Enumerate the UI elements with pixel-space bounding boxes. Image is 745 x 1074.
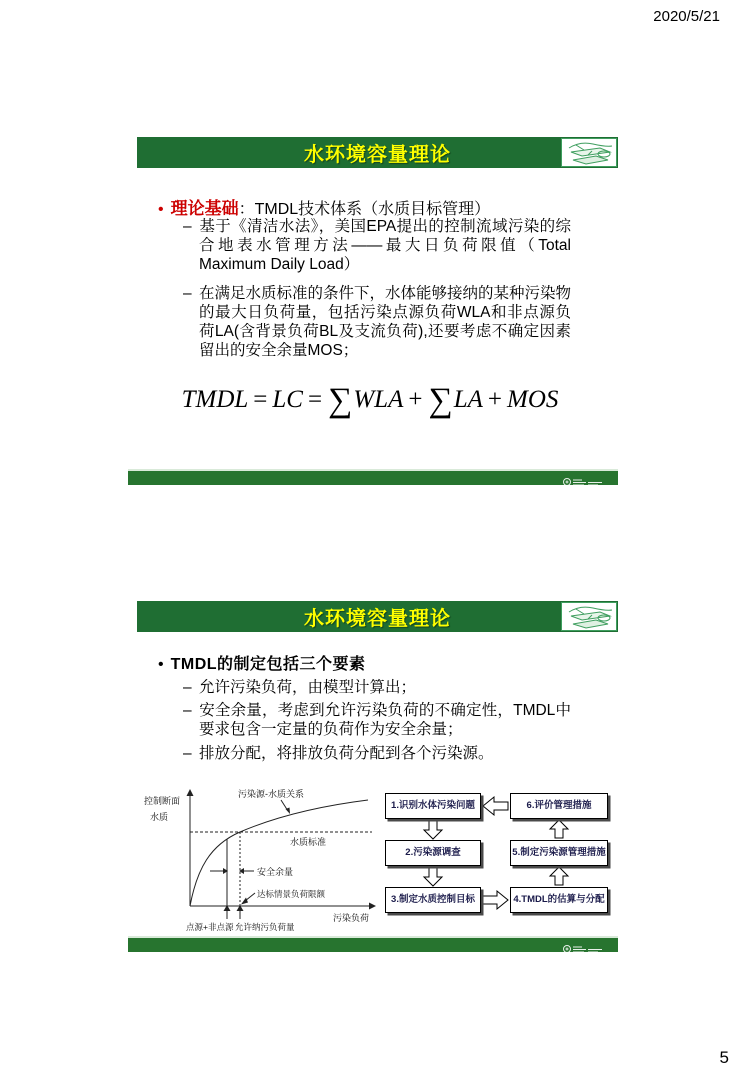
bullet-text: ：TMDL技术体系（水质目标管理） bbox=[238, 201, 491, 218]
allowable-load-label: 允许纳污负荷量 bbox=[235, 922, 295, 932]
dash: – bbox=[183, 702, 192, 719]
slide1-subbullet-2 bbox=[183, 284, 571, 360]
organization-logo-icon bbox=[561, 602, 617, 631]
dash: – bbox=[183, 285, 192, 302]
slide1-subbullet-1 bbox=[183, 217, 571, 274]
formula-operator: = bbox=[307, 386, 323, 413]
subbullet-text: 排放分配，将排放负荷分配到各个污染源。 bbox=[199, 745, 494, 762]
subbullet-text: 安全余量，考虑到允许污染负荷的不确定性，TMDL中要求包含一定量的负荷作为安全余量； bbox=[199, 702, 571, 738]
slide2-subbullet-3 bbox=[183, 744, 571, 763]
page-date: 2020/5/21 bbox=[653, 8, 720, 25]
slide2-subbullet-1 bbox=[183, 678, 571, 697]
dash: – bbox=[183, 745, 192, 762]
slide2-title: 水环境容量理论 bbox=[304, 608, 451, 630]
formula-operator: = bbox=[253, 386, 268, 413]
formula-operator: + bbox=[408, 386, 423, 413]
flow-step-5: 5.制定污染源管理措施 bbox=[510, 840, 608, 866]
standard-label: 水质标准 bbox=[290, 837, 327, 847]
sigma-symbol: ∑ bbox=[328, 382, 353, 419]
formula-term: WLA bbox=[353, 386, 404, 413]
sigma-symbol: ∑ bbox=[428, 382, 453, 419]
bullet-dot: • bbox=[158, 201, 164, 218]
y-axis-label-line1: 控制断面 bbox=[144, 796, 181, 806]
flow-step-1: 1.识别水体污染问题 bbox=[385, 793, 481, 819]
slide1-bullet-theory bbox=[158, 194, 490, 219]
flow-step-4: 4.TMDL的估算与分配 bbox=[510, 887, 608, 913]
dash: – bbox=[183, 679, 192, 696]
formula-term: MOS bbox=[507, 386, 559, 413]
y-axis-label-line2: 水质 bbox=[150, 812, 169, 822]
formula-term: LA bbox=[453, 386, 483, 413]
load-response-curve-diagram bbox=[140, 787, 380, 944]
dash: – bbox=[183, 218, 192, 235]
formula-operator: + bbox=[487, 386, 502, 413]
x-axis-label: 污染负荷 bbox=[333, 913, 370, 923]
footer-seal-icon bbox=[562, 941, 606, 959]
formula-term: LC bbox=[272, 386, 303, 413]
bullet-highlight: 理论基础 bbox=[170, 199, 239, 218]
bullet-dot: • bbox=[158, 656, 164, 673]
subbullet-text: 允许污染负荷，由模型计算出； bbox=[199, 679, 417, 696]
slide2-header bbox=[137, 601, 618, 632]
load-limit-label: 达标情景负荷限额 bbox=[257, 889, 326, 899]
flow-step-2: 2.污染源调查 bbox=[385, 840, 481, 866]
formula-term: TMDL bbox=[181, 386, 249, 413]
slide2-subbullet-2 bbox=[183, 701, 571, 739]
slide1-header bbox=[137, 137, 618, 168]
organization-logo-icon bbox=[561, 138, 617, 167]
safety-margin-label: 安全余量 bbox=[257, 867, 294, 877]
subbullet-text: 在满足水质标准的条件下，水体能够接纳的某种污染物的最大日负荷量，包括污染点源负荷WLA和非点源负荷LA(含背景负荷BL及支流负荷),还要考虑不确定因素留出的安全余量MOS； bbox=[199, 285, 572, 359]
point-nonpoint-label: 点源+非点源 bbox=[186, 922, 234, 932]
slide1-title: 水环境容量理论 bbox=[304, 144, 451, 166]
slide2-footer bbox=[128, 936, 618, 952]
tmdl-formula bbox=[150, 382, 590, 420]
flow-step-6: 6.评价管理措施 bbox=[510, 793, 608, 819]
subbullet-text: 基于《清洁水法》，美国EPA提出的控制流域污染的综合地表水管理方法——最大日负荷限值（Total Maximum Daily Load） bbox=[199, 218, 571, 273]
footer-seal-icon bbox=[562, 474, 606, 492]
tmdl-process-flowchart bbox=[383, 791, 617, 923]
bullet-text: TMDL的制定包括三个要素 bbox=[170, 656, 366, 673]
flow-step-3: 3.制定水质控制目标 bbox=[385, 887, 481, 913]
curve-label: 污染源-水质关系 bbox=[238, 789, 304, 799]
slide1-footer bbox=[128, 469, 618, 485]
slide2-bullet-elements bbox=[158, 651, 366, 674]
page-number: 5 bbox=[719, 1048, 729, 1067]
